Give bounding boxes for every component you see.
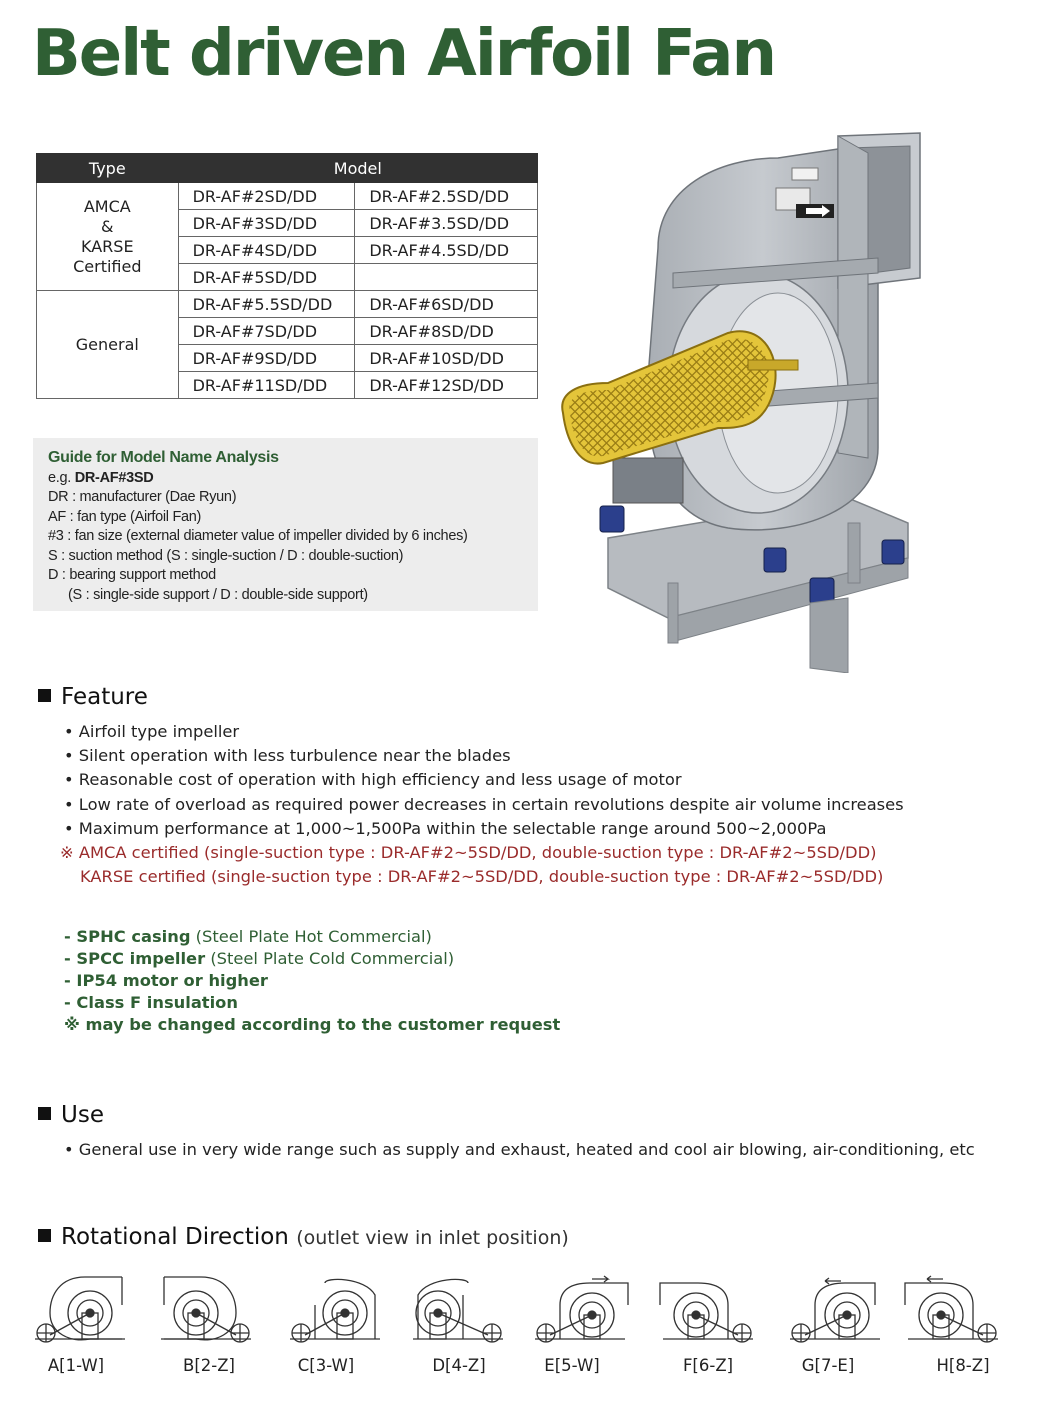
use-list xyxy=(64,1138,975,1162)
guide-line: AF : fan type (Airfoil Fan) xyxy=(48,508,202,525)
spec-item: ※ may be changed according to the customer request xyxy=(64,1015,561,1034)
list-item: • Reasonable cost of operation with high efficiency and less usage of motor xyxy=(64,770,682,790)
model-cell: DR-AF#12SD/DD xyxy=(355,372,538,399)
certification-note: ※ AMCA certified (single-suction type : DR-AF#2~5SD/DD, double-suction type : DR-AF#2~5SD/DD) xyxy=(60,843,877,863)
model-cell: DR-AF#4SD/DD xyxy=(178,237,355,264)
table-header-row xyxy=(37,154,538,183)
model-name-guide xyxy=(33,438,538,611)
square-bullet-icon xyxy=(38,1107,51,1120)
rotation-label-d: D[4-Z] xyxy=(432,1356,486,1375)
rotation-label-g: G[7-E] xyxy=(801,1356,855,1375)
type-general-cell: General xyxy=(37,291,179,399)
guide-title: Guide for Model Name Analysis xyxy=(48,449,279,466)
fan-product-image xyxy=(548,128,928,673)
table-row xyxy=(37,291,538,318)
model-cell: DR-AF#2.5SD/DD xyxy=(355,183,538,210)
rotation-diagram-a xyxy=(30,1275,130,1350)
model-cell: DR-AF#5SD/DD xyxy=(178,264,355,291)
model-cell: DR-AF#7SD/DD xyxy=(178,318,355,345)
list-item: • Silent operation with less turbulence near the blades xyxy=(64,746,511,766)
spec-item: - SPHC casing (Steel Plate Hot Commercial) xyxy=(64,927,432,946)
list-item: • Maximum performance at 1,000~1,500Pa within the selectable range around 500~2,000Pa xyxy=(64,818,827,838)
rotation-diagram-b xyxy=(156,1275,256,1350)
type-amca-cell xyxy=(37,183,179,291)
model-cell: DR-AF#3.5SD/DD xyxy=(355,210,538,237)
feature-heading: Feature xyxy=(38,684,148,710)
rotation-label-e: E[5-W] xyxy=(544,1356,600,1375)
spec-item: - SPCC impeller (Steel Plate Cold Commercial) xyxy=(64,949,455,968)
guide-line: D : bearing support method xyxy=(48,567,216,583)
spec-list xyxy=(64,926,560,1036)
guide-line: DR : manufacturer (Dae Ryun) xyxy=(48,489,237,505)
model-table xyxy=(36,153,538,399)
guide-line: (S : single-side support / D : double-side support) xyxy=(68,586,368,603)
square-bullet-icon xyxy=(38,689,51,702)
page-title: Belt driven Airfoil Fan xyxy=(32,17,775,91)
spec-item: - IP54 motor or higher xyxy=(64,971,268,990)
rotation-diagram-h xyxy=(903,1275,1003,1350)
type-line: AMCA xyxy=(83,196,131,216)
rotation-label-b: B[2-Z] xyxy=(183,1356,235,1375)
square-bullet-icon xyxy=(38,1229,51,1242)
model-cell: DR-AF#9SD/DD xyxy=(178,345,355,372)
certification-note: KARSE certified (single-suction type : DR-AF#2~5SD/DD, double-suction type : DR-AF#2~5SD/DD) xyxy=(80,867,884,887)
rotation-diagram-d xyxy=(408,1275,508,1350)
list-item: • Low rate of overload as required power decreases in certain revolutions despite air volume increases xyxy=(64,794,904,814)
type-line: KARSE xyxy=(81,236,134,256)
rotation-label-a: A[1-W] xyxy=(47,1356,105,1375)
model-cell: DR-AF#6SD/DD xyxy=(355,291,538,318)
table-row xyxy=(37,183,538,210)
model-cell: DR-AF#4.5SD/DD xyxy=(355,237,538,264)
rotation-label-h: H[8-Z] xyxy=(936,1356,990,1375)
guide-line: #3 : fan size (external diameter value of impeller divided by 6 inches) xyxy=(48,528,468,544)
use-heading: Use xyxy=(38,1102,104,1128)
rotation-heading: Rotational Direction (outlet view in inlet position) xyxy=(38,1224,569,1250)
list-item: • General use in very wide range such as supply and exhaust, heated and cool air blowing, air-conditioning, etc xyxy=(64,1140,975,1159)
type-line: & xyxy=(101,216,114,236)
feature-list xyxy=(60,720,904,889)
rotation-diagram-g xyxy=(785,1275,885,1350)
list-item: • Airfoil type impeller xyxy=(64,722,240,741)
model-cell: DR-AF#2SD/DD xyxy=(178,183,355,210)
spec-item: - Class F insulation xyxy=(64,993,238,1012)
rotation-label-f: F[6-Z] xyxy=(682,1356,734,1375)
rotation-label-c: C[3-W] xyxy=(297,1356,355,1375)
header-type: Type xyxy=(37,154,179,183)
model-cell: DR-AF#3SD/DD xyxy=(178,210,355,237)
rotation-diagram-c xyxy=(285,1275,385,1350)
rotation-diagram-f xyxy=(658,1275,758,1350)
model-cell: DR-AF#8SD/DD xyxy=(355,318,538,345)
model-cell xyxy=(355,264,538,291)
guide-example: e.g. DR-AF#3SD xyxy=(48,469,154,486)
guide-line: S : suction method (S : single-suction / D : double-suction) xyxy=(48,547,404,564)
model-cell: DR-AF#10SD/DD xyxy=(355,345,538,372)
rotation-subtitle: (outlet view in inlet position) xyxy=(296,1227,569,1249)
type-line: Certified xyxy=(73,256,142,276)
model-cell: DR-AF#11SD/DD xyxy=(178,372,355,399)
rotation-diagram-e xyxy=(530,1275,630,1350)
model-cell: DR-AF#5.5SD/DD xyxy=(178,291,355,318)
header-model: Model xyxy=(178,154,537,183)
